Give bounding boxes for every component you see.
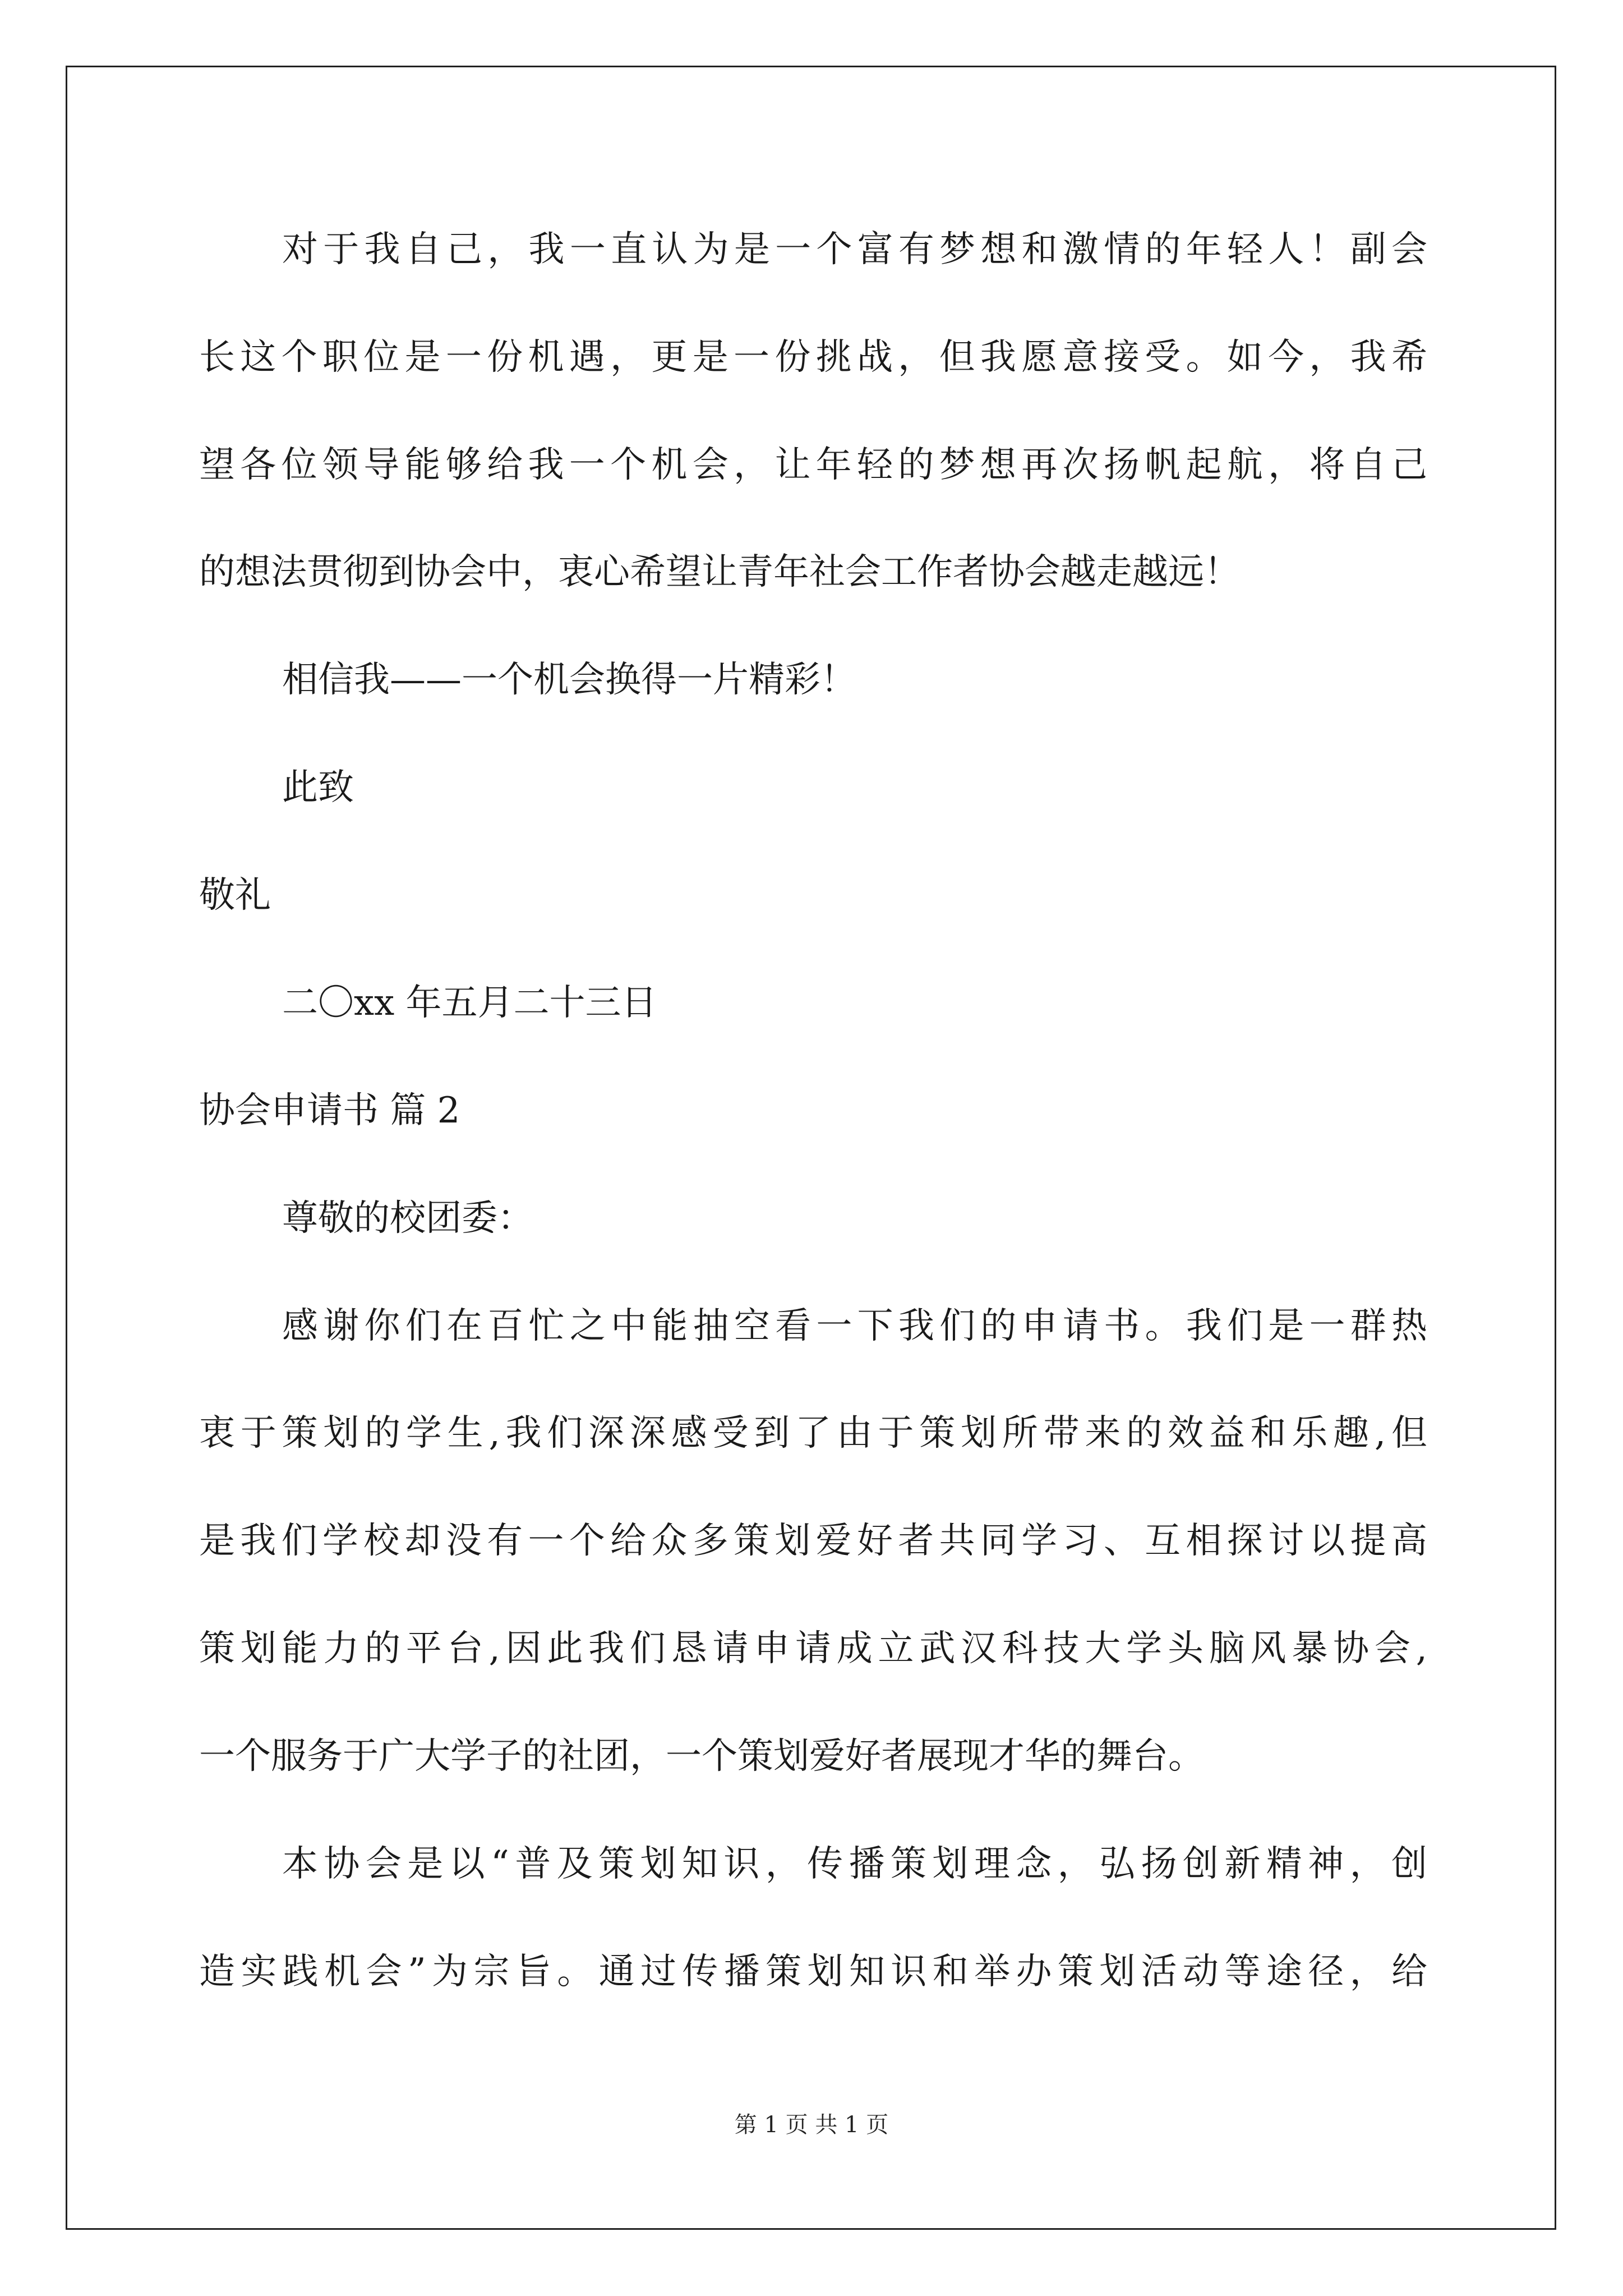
paragraph-line: 对于我自己，我一直认为是一个富有梦想和激情的年轻人！副会	[282, 229, 1427, 270]
closing-salutation: 此致	[282, 767, 354, 808]
paragraph-line: 的想法贯彻到协会中，衷心希望让青年社会工作者协会越走越远！	[199, 551, 1240, 593]
section-heading: 协会申请书 篇 2	[199, 1090, 460, 1131]
page-border	[66, 66, 1556, 2230]
paragraph-line: 衷于策划的学生,我们深深感受到了由于策划所带来的效益和乐趣,但	[199, 1412, 1427, 1454]
salutation: 尊敬的校团委：	[282, 1198, 533, 1239]
paragraph-line: 本协会是以“普及策划知识，传播策划理念，弘扬创新精神，创	[282, 1843, 1427, 1885]
paragraph-line: 望各位领导能够给我一个机会，让年轻的梦想再次扬帆起航，将自己	[199, 444, 1427, 486]
paragraph-line: 一个服务于广大学子的社团，一个策划爱好者展现才华的舞台。	[199, 1736, 1204, 1777]
paragraph-line: 相信我——一个机会换得一片精彩！	[282, 659, 856, 701]
paragraph-line: 长这个职位是一份机遇，更是一份挑战，但我愿意接受。如今，我希	[199, 337, 1427, 378]
paragraph-line: 感谢你们在百忙之中能抽空看一下我们的申请书。我们是一群热	[282, 1305, 1427, 1347]
paragraph-line: 造实践机会”为宗旨。通过传播策划知识和举办策划活动等途径，给	[199, 1951, 1427, 1993]
closing-regards: 敬礼	[199, 875, 271, 916]
date-line: 二〇xx 年五月二十三日	[282, 982, 657, 1024]
paragraph-line: 策划能力的平台,因此我们恳请申请成立武汉科技大学头脑风暴协会,	[199, 1628, 1427, 1669]
page-footer: 第 1 页 共 1 页	[734, 2112, 889, 2138]
paragraph-line: 是我们学校却没有一个给众多策划爱好者共同学习、互相探讨以提高	[199, 1520, 1427, 1562]
